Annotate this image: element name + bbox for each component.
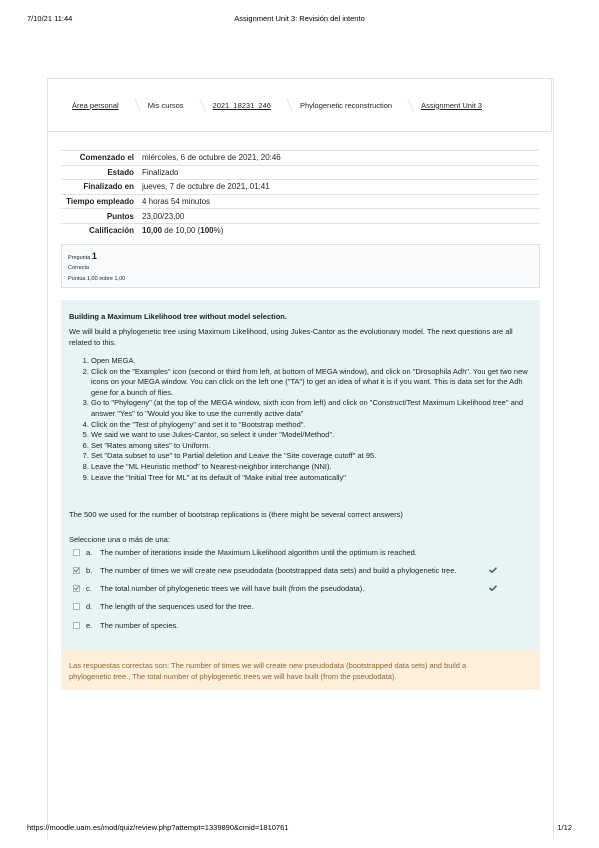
answer-text: The number of species. bbox=[100, 620, 179, 630]
step-item: 6. Set "Rates among sites" to Uniform. bbox=[91, 441, 531, 452]
print-title: Assignment Unit 3: Revisión del intento bbox=[234, 14, 365, 23]
breadcrumb bbox=[72, 99, 482, 111]
step-item: 4. Click on the "Test of phylogeny" and set it to "Bootstrap method". bbox=[91, 420, 531, 431]
summary-row bbox=[61, 194, 540, 209]
attempt-summary-table bbox=[61, 150, 540, 238]
correct-check-icon bbox=[489, 567, 497, 573]
grade-text-end: %) bbox=[213, 226, 224, 236]
answer-text: The number of times we will create new pseudodata (bootstrapped data sets) and build a phylogenetic tree. bbox=[100, 565, 457, 575]
answer-letter: b. bbox=[86, 565, 93, 575]
page-number: 1/12 bbox=[557, 823, 572, 832]
checkbox-checked[interactable] bbox=[73, 585, 80, 592]
summary-value: 23,00/23,00 bbox=[142, 209, 540, 224]
breadcrumb-separator bbox=[399, 99, 414, 111]
summary-row bbox=[61, 151, 540, 166]
grade-text: de 10,00 ( bbox=[162, 226, 201, 236]
answer-text: The length of the sequences used for the tree. bbox=[100, 601, 254, 611]
question-label: Pregunta bbox=[68, 255, 91, 261]
select-instruction: Seleccione una o más de una: bbox=[69, 535, 170, 544]
checkbox[interactable] bbox=[73, 603, 80, 610]
breadcrumb-separator bbox=[126, 99, 141, 111]
summary-row bbox=[61, 223, 540, 237]
summary-value: jueves, 7 de octubre de 2021, 01:41 bbox=[142, 180, 540, 195]
question-info-box bbox=[61, 244, 540, 288]
step-item: 2. Click on the "Examples" icon (second or third from left, at bottom of MEGA window), and click on "Drosophila Adh". You get two new icons on your MEGA window. You can click on the left one ("TA") to get an idea of what it is if you want. This is data set for the Adh gene for a bunch of flies. bbox=[91, 367, 531, 399]
summary-row bbox=[61, 165, 540, 180]
question-grade: Puntúa 1,00 sobre 1,00 bbox=[68, 276, 126, 282]
question-title: Building a Maximum Likelihood tree without model selection. bbox=[69, 312, 287, 321]
summary-label: Calificación bbox=[61, 223, 142, 237]
question-number-value: 1 bbox=[91, 251, 97, 261]
answer-option-c[interactable] bbox=[73, 582, 503, 594]
answer-letter: d. bbox=[86, 601, 93, 611]
summary-row bbox=[61, 209, 540, 224]
question-state: Correcta bbox=[68, 265, 90, 271]
instruction-steps bbox=[69, 356, 531, 483]
summary-label: Puntos bbox=[61, 209, 142, 224]
answer-letter: e. bbox=[86, 620, 93, 630]
correct-check-icon bbox=[489, 585, 497, 591]
step-item: 3. Go to "Phylogeny" (at the top of the MEGA window, sixth icon from left) and click on "Construct/Test Maximum Likelihood tree" and answer "Yes" to "Would you like to use the currently active data" bbox=[91, 398, 531, 419]
checkbox[interactable] bbox=[73, 622, 80, 629]
answer-letter: c. bbox=[86, 583, 92, 593]
question-prompt: The 500 we used for the number of bootstrap replications is (there might be several correct answers) bbox=[69, 510, 403, 519]
answer-option-d[interactable] bbox=[73, 600, 503, 612]
answer-letter: a. bbox=[86, 547, 93, 557]
summary-label: Tiempo empleado bbox=[61, 194, 142, 209]
breadcrumb-separator bbox=[278, 99, 293, 111]
answer-option-e[interactable] bbox=[73, 619, 503, 631]
step-item: 1. Open MEGA. bbox=[91, 356, 531, 367]
step-item: 9. Leave the "Initial Tree for ML" at its default of "Make initial tree automatically" bbox=[91, 473, 531, 484]
correct-answer-feedback: Las respuestas correctas son: The number of times we will create new pseudodata (bootstrapped data sets) and build a phylogenetic tree., The total number of phylogenetic trees we will have built (from the pseudodata). bbox=[69, 661, 467, 681]
question-intro: We will build a phylogenetic tree using Maximum Likelihood, using Jukes-Cantor as the evolutionary model. The next questions are all related to this. bbox=[69, 327, 513, 347]
question-number bbox=[68, 251, 97, 261]
breadcrumb-item-course[interactable]: 2021_18231_246 bbox=[212, 100, 271, 110]
breadcrumb-item-mis-cursos[interactable]: Mis cursos bbox=[147, 100, 184, 110]
answer-text: The number of iterations inside the Maximum Likelihood algorithm until the optimum is reached. bbox=[100, 547, 417, 557]
grade-percent: 100 bbox=[200, 226, 214, 236]
breadcrumb-item-area-personal[interactable]: Área personal bbox=[72, 100, 119, 110]
step-item: 5. We said we want to use Jukes-Cantor, so select it under "Model/Method". bbox=[91, 430, 531, 441]
summary-value: miércoles, 6 de octubre de 2021, 20:46 bbox=[142, 151, 540, 166]
breadcrumb-separator bbox=[191, 99, 206, 111]
summary-value: Finalizado bbox=[142, 165, 540, 180]
breadcrumb-item-assignment[interactable]: Assignment Unit 3 bbox=[421, 100, 482, 110]
checkbox[interactable] bbox=[73, 549, 80, 556]
summary-label: Estado bbox=[61, 165, 142, 180]
grade-value: 10,00 bbox=[142, 226, 163, 236]
checkbox-checked[interactable] bbox=[73, 567, 80, 574]
answer-option-a[interactable] bbox=[73, 546, 503, 558]
summary-value: 4 horas 54 minutos bbox=[142, 194, 540, 209]
summary-value bbox=[142, 223, 540, 237]
breadcrumb-item-section[interactable]: Phylogenetic reconstruction bbox=[299, 100, 393, 110]
step-item: 8. Leave the "ML Heuristic method" to Nearest-neighbor interchange (NNI). bbox=[91, 462, 531, 473]
answer-option-b[interactable] bbox=[73, 564, 503, 576]
print-url: https://moodle.uam.es/mod/quiz/review.php?attempt=1339890&cmid=1810761 bbox=[27, 823, 289, 832]
summary-label: Finalizado en bbox=[61, 180, 142, 195]
summary-row bbox=[61, 180, 540, 195]
step-item: 7. Set "Data subset to use" to Partial deletion and Leave the "Site coverage cutoff" at 95. bbox=[91, 451, 531, 462]
summary-label: Comenzado el bbox=[61, 151, 142, 166]
breadcrumb-container bbox=[47, 78, 552, 132]
print-date: 7/10/21 11:44 bbox=[27, 14, 73, 23]
answer-text: The total number of phylogenetic trees we will have built (from the pseudodata). bbox=[100, 583, 365, 593]
